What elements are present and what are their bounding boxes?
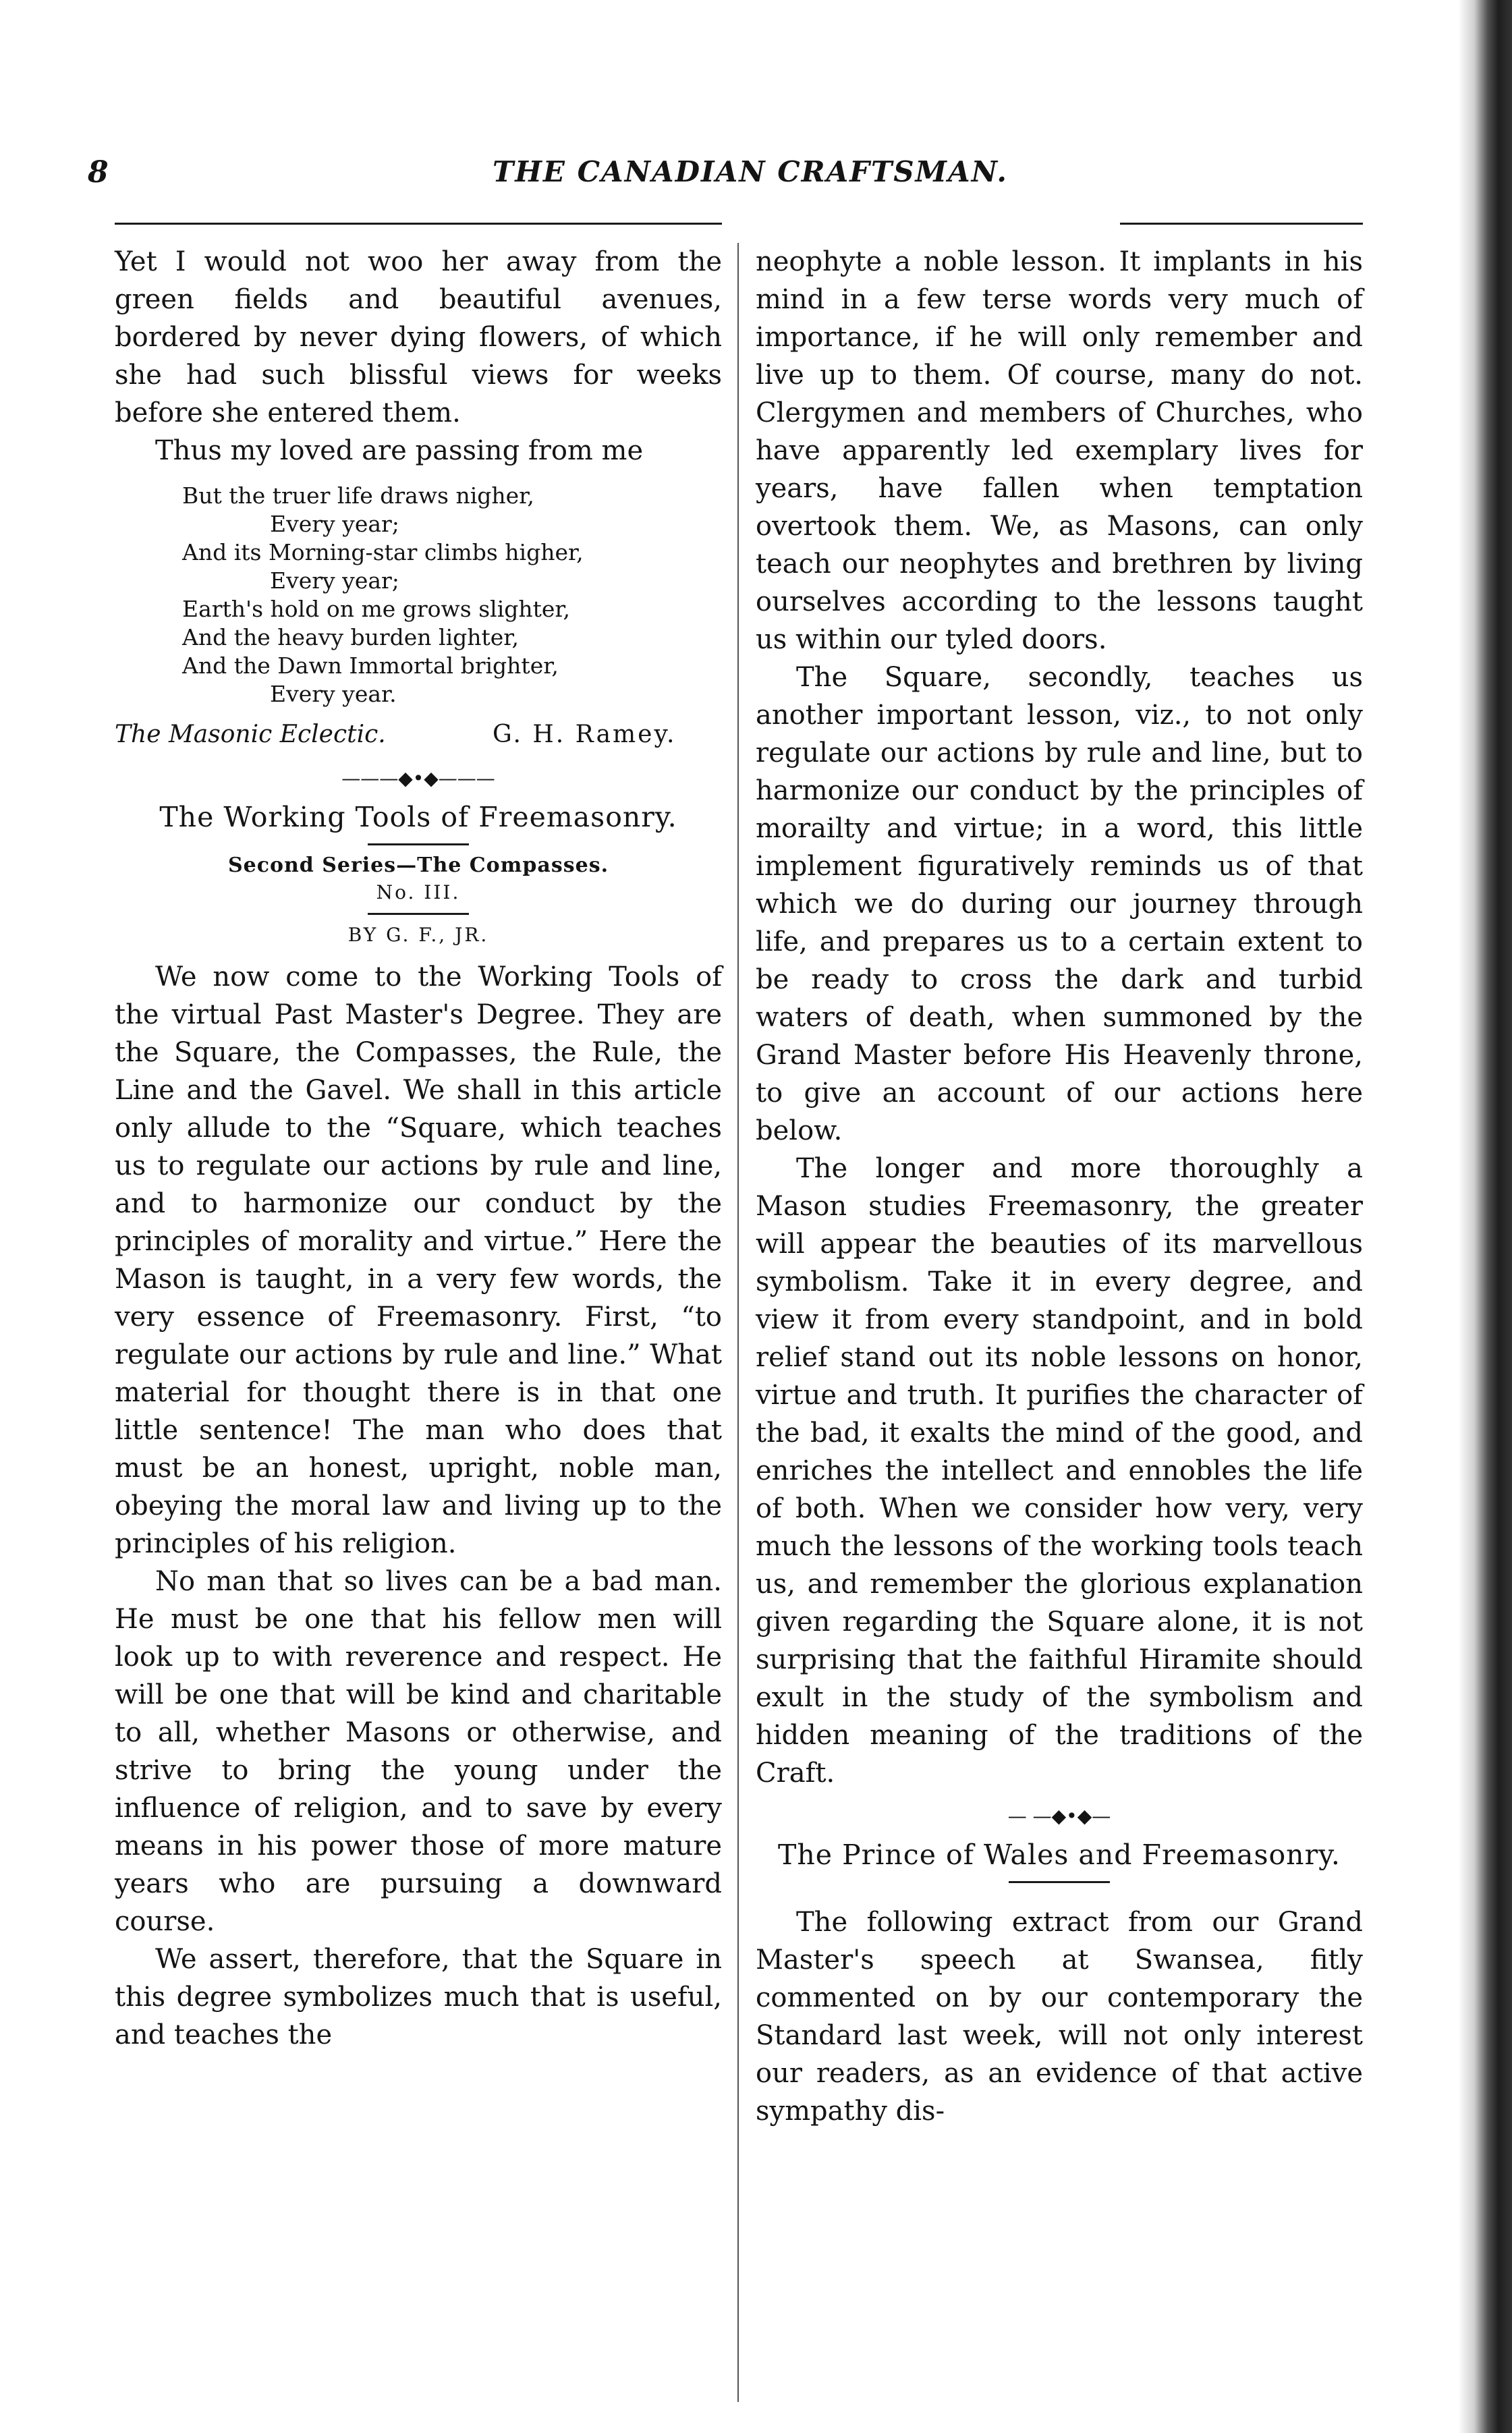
article-paragraph: The longer and more thoroughly a Mason studies Freemasonry, the greater will appear the beauties of its marvellous symbolism. Take it in every degree, and view it from every standpoint, and in bold relief stand out its noble lessons on honor, virtue and truth. It purifies the character of the bad, it exalts the mind of the good, and enriches the intellect and ennobles the life of both. When we consider how very, very much the lessons of the working tools teach us, and remember the glorious explanation given regarding the Square alone, it is not surprising that the faithful Hiramite should exult in the study of the symbolism and hidden meaning of the traditions of the Craft. [756,1153,1363,1789]
article-title: The Working Tools of Freemasonry. [159,801,677,833]
article-paragraph: We now come to the Working Tools of the virtual Past Master's Degree. They are the Square, the Compasses, the Rule, the Line and the Gavel. We shall in this article only allude to the “Square, which teaches us to regulate our actions by rule and line, and to harmonize our conduct by the principles of morality and virtue.” Here the Mason is taught, in a very few words, the very essence of Freemasonry. First, “to regulate our actions by rule and line.” What material for thought there is in that one little sentence! The man who does that must be an honest, upright, noble man, obeying the moral law and living up to the principles of his religion. [115,961,722,1559]
poem-line: Every year; [270,511,399,537]
journal-title: THE CANADIAN CRAFTSMAN. [493,155,1008,188]
continued-paragraph: neophyte a noble lesson. It implants in his mind in a few terse words very much of importance, if he will only remember and live up to them. Of course, many do not. Clergymen and members of Churches, who have apparently led exemplary lives for years, have fallen when temptation overtook them. We, as Masons, can only teach our neophytes and brethren by living ourselves according to the lessons taught us within our tyled doors. [756,246,1363,655]
poem-line: Earth's hold on me grows slighter, [182,596,571,622]
article-number: No. III. [376,881,461,903]
right-column [756,243,1363,2130]
thus-paragraph: Thus my loved are passing from me [155,435,644,466]
title-rule [1009,1881,1110,1883]
poem-line: And the Dawn Immortal brighter, [182,652,559,679]
header-rule-left [115,223,722,225]
poem-attribution [115,721,722,754]
article-title: The Prince of Wales and Freemasonry. [778,1839,1341,1871]
poem-line: Every year. [270,681,397,707]
left-column [115,243,722,2054]
poem-line: And the heavy burden lighter, [182,624,519,650]
series-subtitle: Second Series—The Compasses. [227,854,609,877]
author-name: G. H. Ramey. [493,721,677,748]
scanned-page-edge [1458,0,1512,2433]
poem [182,482,722,708]
ornament-divider: — —◆•◆— [1007,1805,1111,1827]
source-name: The Masonic Eclectic. [115,721,386,748]
title-rule [368,843,469,845]
article-paragraph: The following extract from our Grand Master's speech at Swansea, fitly commented on by our contemporary the Standard last week, will not only interest our readers, as an evidence of that active sympathy dis- [756,1907,1363,2127]
column-divider [737,243,739,2402]
number-rule [368,913,469,915]
header-rule-right [1120,223,1363,225]
intro-paragraph: Yet I would not woo her away from the green fields and beautiful avenues, bordered by never dying flowers, of which she had such blissful views for weeks before she entered them. [115,246,722,428]
ornament-divider: ———◆•◆——— [341,767,495,789]
page-number: 8 [88,155,109,190]
article-paragraph: We assert, therefore, that the Square in this degree symbolizes much that is useful, and teaches the [115,1944,722,2050]
article-paragraph: The Square, secondly, teaches us another important lesson, viz., to not only regulate our actions by rule and line, but to harmonize our conduct by the principles of morailty and virtue; in a word, this little implement figuratively reminds us of that which we do during our journey through life, and prepares us to a certain extent to be ready to cross the dark and turbid waters of death, when summoned by the Grand Master before His Heavenly throne, to give an account of our actions here below. [756,662,1363,1146]
page-header [88,155,1356,196]
poem-line: Every year; [270,567,399,594]
poem-line: But the truer life draws nigher, [182,482,534,509]
article-paragraph: No man that so lives can be a bad man. He must be one that his fellow men will look up to with reverence and respect. He will be one that will be kind and charitable to all, whether Masons or otherwise, and strive to bring the young under the influence of religion, and to save by every means in his power those of more mature years who are pursuing a downward course. [115,1566,722,1937]
byline: BY G. F., JR. [347,924,489,946]
poem-line: And its Morning-star climbs higher, [182,539,584,565]
